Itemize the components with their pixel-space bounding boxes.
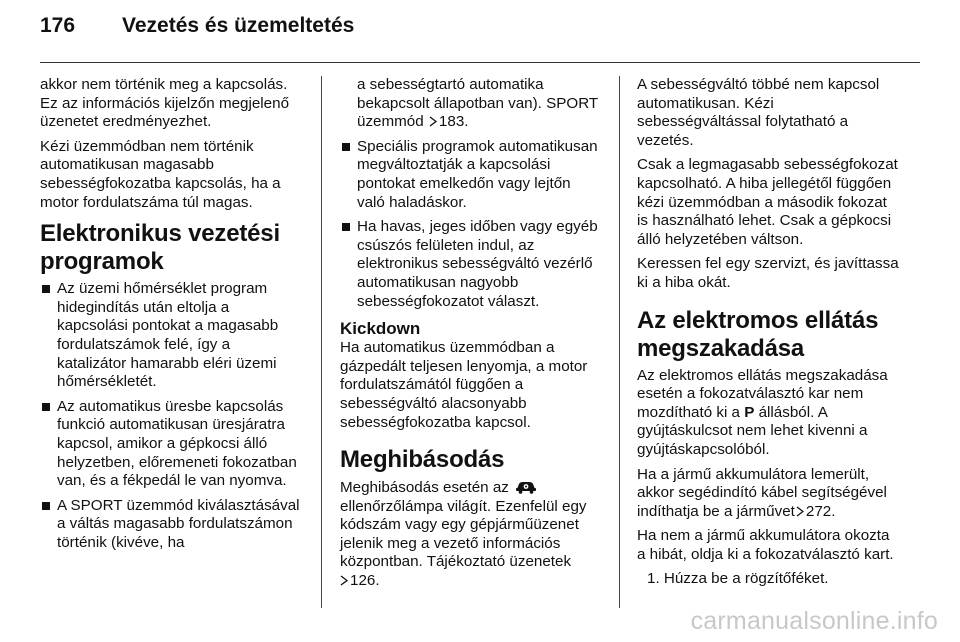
- bullet-square-icon: [342, 223, 350, 231]
- bullet-square-icon: [42, 403, 50, 411]
- list-item: [340, 138, 602, 212]
- paragraph: [637, 367, 902, 460]
- list-item-text: Az automatikus üresbe kapcsolás funkció automatikusan üresjáratra kapcsol, amikor a gépkocsi álló helyzetben, előremeneti fokozatban van, és a fékpedál le van nyomva.: [57, 397, 297, 490]
- paragraph-text: állásból. A gyújtáskulcsot nem lehet kivenni a gyújtáskapcsolóból.: [637, 403, 868, 458]
- reference-arrow-icon: [340, 575, 348, 586]
- column-3: [637, 76, 902, 589]
- column-1: [40, 76, 302, 558]
- subheading-kickdown: Kickdown: [340, 319, 421, 339]
- list-item: [40, 280, 302, 392]
- list-item-text: Az üzemi hőmérséklet program hidegindítás után eltolja a kapcsolási pontokat a magasabb fordulatszámok felé, így a katalizátor hamarabb eléri üzemi hőmérsékletét.: [57, 280, 279, 391]
- section-heading-electronic-programs: Elektronikus vezetési programok: [40, 220, 280, 276]
- section-heading-fault: Meghibásodás: [340, 446, 505, 474]
- paragraph-text: Ha a jármű akkumulátora lemerült, akkor segédindító kábel segítségével indíthatja be a járművet: [637, 465, 887, 520]
- fault-text-rest: ellenőrzőlámpa világít. Ezenfelül egy kódszám vagy egy gépjárműüzenet jelenik meg a vezető információs központban. Tájékoztató üzenetek: [340, 497, 587, 571]
- bullet-square-icon: [342, 143, 350, 151]
- list-item: 1. Húzza be a rögzítőféket.: [647, 570, 829, 588]
- continuation-text: a sebességtartó automatika bekapcsolt állapotban van). SPORT üzemmód: [357, 76, 598, 131]
- list-item-text: A SPORT üzemmód kiválasztásával a váltás magasabb fordulatszámon történik (kivéve, ha: [57, 496, 300, 551]
- list-item-text: Ha havas, jeges időben vagy egyéb csúszós felületen indul, az elektronikus sebességváltó vezérlő automatikusan nagyobb sebességfokozatot választ.: [357, 218, 598, 310]
- fault-text-start: Meghibásodás esetén az: [340, 479, 509, 497]
- list-item: [340, 218, 602, 311]
- page-title: Vezetés és üzemeltetés: [122, 14, 355, 37]
- page-reference: 272.: [805, 502, 836, 520]
- paragraph: Ha nem a jármű akkumulátora okozta a hibát, oldja ki a fokozatválasztó kart.: [637, 527, 894, 563]
- bullet-square-icon: [42, 285, 50, 293]
- bullet-square-icon: [42, 502, 50, 510]
- header-divider: [40, 62, 920, 63]
- column-divider: [321, 76, 322, 608]
- page-number: 176: [40, 14, 76, 37]
- paragraph: Csak a legmagasabb sebességfokozat kapcsolható. A hiba jellegétől függően kézi üzemmódban a második fokozat is használható lehet. Csak a gépkocsi álló helyzetében váltson.: [637, 156, 898, 248]
- paragraph: Kézi üzemmódban nem történik automatikusan magasabb sebességfokozatba kapcsolás, ha a motor fordulatszáma túl magas.: [40, 137, 281, 211]
- page-reference: 183.: [438, 113, 469, 131]
- reference-arrow-icon: [429, 116, 437, 127]
- car-gearbox-warning-icon: [515, 480, 537, 494]
- section-heading-power-interruption: Az elektromos ellátás megszakadása: [637, 306, 879, 362]
- list-item-text: Speciális programok automatikusan megváltoztatják a kapcsolási pontokat emelkedőn vagy lejtőn való haladáskor.: [357, 137, 598, 211]
- reference-arrow-icon: [796, 506, 804, 517]
- bullet-list: [340, 138, 602, 311]
- selector-position-p: P: [744, 403, 755, 421]
- paragraph-text: Az elektromos ellátás megszakadása esetén a fokozatválasztó kar nem mozdítható ki a: [637, 366, 888, 421]
- list-item-continuation: [340, 76, 602, 132]
- paragraph: [637, 466, 902, 522]
- paragraph: A sebességváltó többé nem kapcsol automatikusan. Kézi sebességváltással folytatható a vezetés.: [637, 76, 880, 149]
- paragraph: akkor nem történik meg a kapcsolás. Ez az információs kijelzőn megjelenő üzenetet eredményezhet.: [40, 76, 290, 131]
- numbered-steps: [637, 570, 902, 589]
- paragraph: Ha automatikus üzemmódban a gázpedált teljesen lenyomja, a motor fordulatszámától függően a sebességváltó alacsonyabb sebességfokozatba kapcsol.: [340, 339, 588, 431]
- paragraph: [340, 478, 602, 591]
- paragraph: Keressen fel egy szervizt, és javíttassa ki a hiba okát.: [637, 255, 899, 291]
- watermark: carmanualsonline.info: [690, 607, 938, 635]
- list-item: [40, 497, 302, 553]
- bullet-list: [40, 280, 302, 552]
- column-divider: [619, 76, 620, 608]
- page-reference: 126.: [350, 572, 380, 590]
- page-header: [40, 14, 354, 48]
- list-item: [40, 398, 302, 491]
- column-2: [340, 76, 602, 597]
